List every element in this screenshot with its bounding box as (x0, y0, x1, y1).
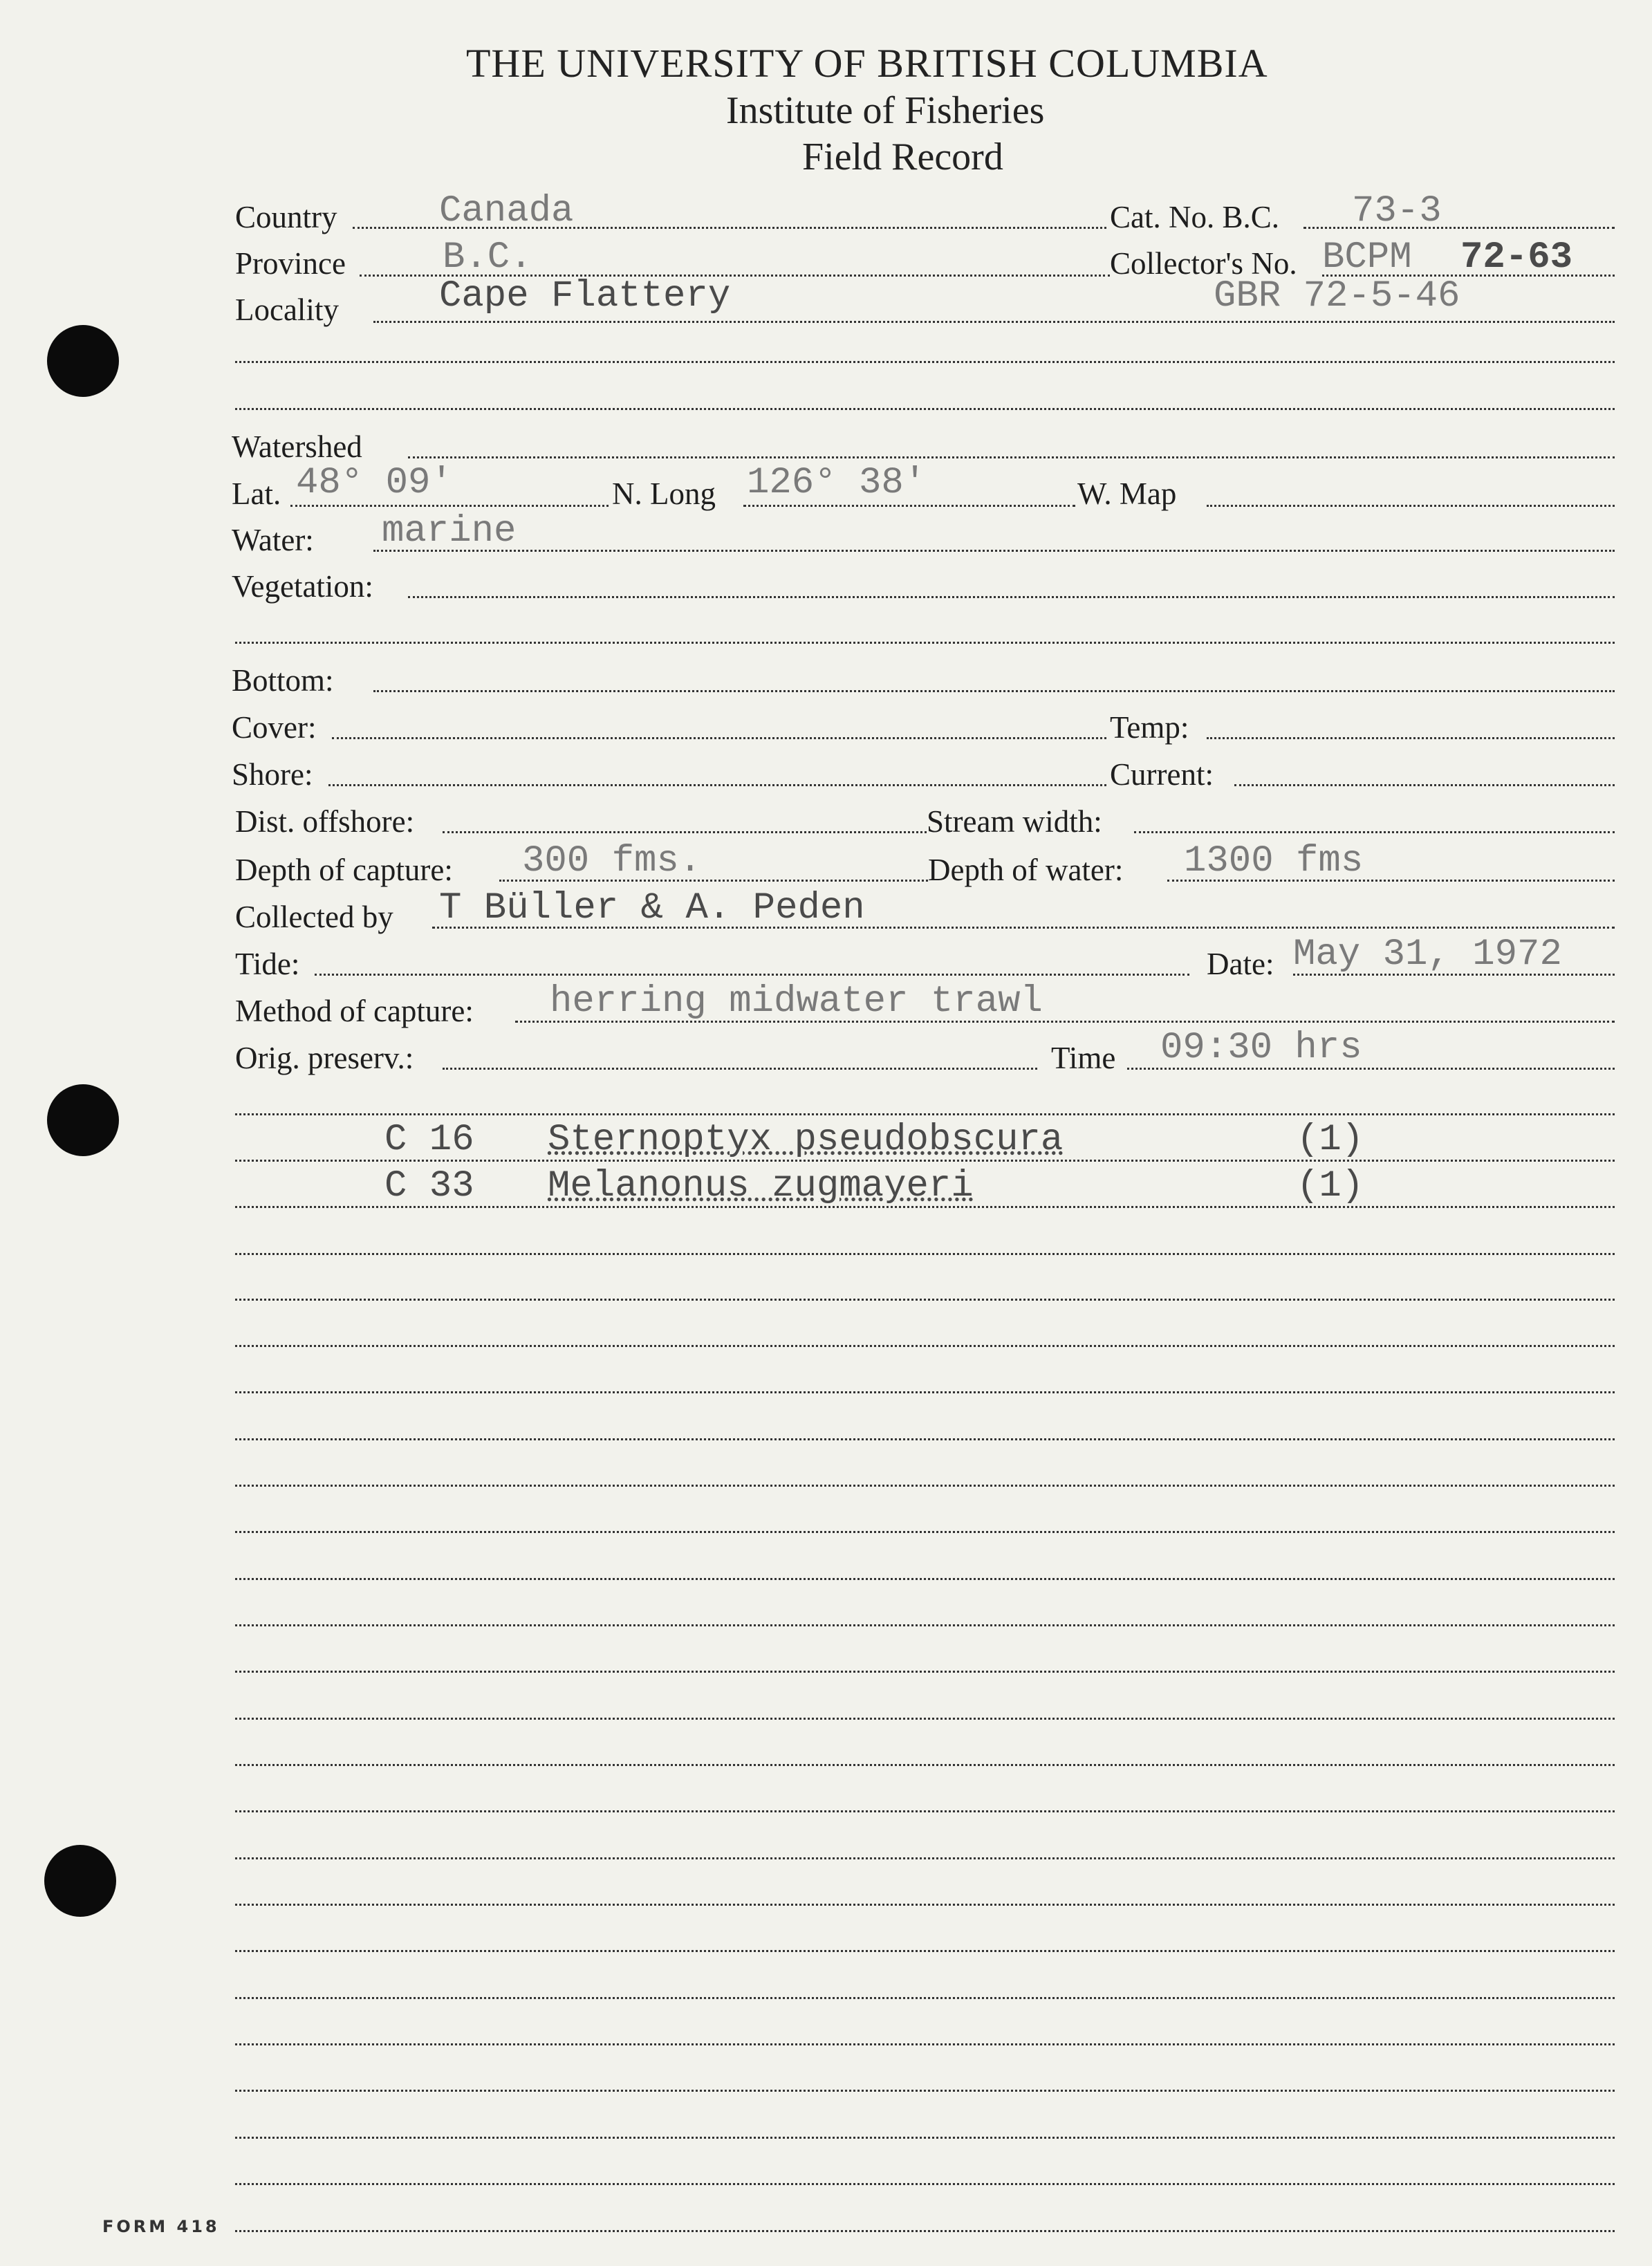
blank-line (235, 1299, 1615, 1301)
temp-label: Temp: (1110, 710, 1189, 745)
specimen-code: C 33 (384, 1165, 474, 1207)
cat-no-value: 73-3 (1352, 190, 1442, 232)
method-label: Method of capture: (235, 994, 474, 1028)
blank-line (235, 1857, 1615, 1859)
collectors-no-value: 72-63 (1460, 236, 1573, 279)
shore-label: Shore: (232, 757, 313, 792)
collectors-no-prefix: BCPM (1322, 236, 1412, 279)
form-title: Field Record (802, 136, 1003, 178)
blank-line (235, 1718, 1615, 1720)
collectors-no-label: Collector's No. (1110, 246, 1297, 281)
blank-line (235, 1764, 1615, 1766)
lat-value: 48° 09' (296, 462, 453, 504)
map-line (1207, 505, 1615, 507)
stream-width-label: Stream width: (927, 804, 1102, 839)
cover-label: Cover: (232, 710, 317, 745)
collected-by-label: Collected by (235, 900, 393, 934)
long-line (743, 505, 1075, 507)
country-value: Canada (439, 190, 574, 232)
blank-line (235, 1904, 1615, 1906)
punch-hole-top (47, 325, 119, 397)
orig-preserv-label: Orig. preserv.: (235, 1041, 414, 1075)
blank-line (235, 2137, 1615, 2139)
blank-line (235, 1345, 1615, 1347)
date-value: May 31, 1972 (1293, 934, 1562, 976)
lat-label: Lat. (232, 476, 281, 511)
specimen-code: C 16 (384, 1119, 474, 1161)
specimen-name: Sternoptyx pseudobscura (548, 1119, 1064, 1161)
locality-line (373, 321, 1615, 323)
water-value: marine (382, 510, 517, 552)
country-label: Country (235, 200, 337, 234)
blank-line (235, 2183, 1615, 2185)
collected-by-value: T Büller & A. Peden (439, 887, 865, 929)
blank-line (235, 642, 1615, 644)
blank-line (235, 1391, 1615, 1393)
time-label: Time (1051, 1041, 1116, 1075)
tide-label: Tide: (235, 947, 300, 981)
blank-line (235, 1950, 1615, 1952)
form-number: FORM 418 (102, 2217, 220, 2236)
stream-width-line (1134, 831, 1615, 833)
depth-capture-label: Depth of capture: (235, 853, 453, 887)
blank-line (235, 361, 1615, 363)
specimen-count: (1) (1297, 1165, 1364, 1207)
specimen-count: (1) (1297, 1119, 1364, 1161)
blank-line (235, 1438, 1615, 1440)
temp-line (1207, 737, 1615, 739)
province-label: Province (235, 246, 346, 281)
blank-line (235, 1113, 1615, 1115)
long-value: 126° 38' (747, 462, 927, 504)
n-long-label: N. Long (612, 476, 716, 511)
blank-line (235, 2043, 1615, 2045)
depth-water-label: Depth of water: (928, 853, 1124, 887)
cover-line (332, 737, 1106, 739)
lat-line (290, 505, 609, 507)
institute-title: Institute of Fisheries (726, 89, 1045, 132)
w-map-label: W. Map (1077, 476, 1177, 511)
watershed-line (408, 456, 1615, 458)
time-value: 09:30 hrs (1160, 1027, 1362, 1069)
orig-preserv-line (443, 1068, 1037, 1070)
current-line (1234, 784, 1615, 786)
watershed-label: Watershed (232, 429, 362, 464)
blank-line (235, 2090, 1615, 2092)
blank-line (235, 1531, 1615, 1533)
blank-line (235, 1253, 1615, 1255)
blank-line (235, 408, 1615, 410)
locality-value: Cape Flattery (439, 275, 731, 317)
water-line (373, 550, 1615, 552)
tide-line (315, 974, 1189, 976)
punch-hole-bottom (44, 1845, 116, 1917)
blank-line (235, 2230, 1615, 2232)
dist-offshore-line (443, 831, 927, 833)
depth-capture-value: 300 fms. (522, 840, 702, 882)
method-value: herring midwater trawl (550, 981, 1043, 1023)
cat-no-line (1303, 227, 1615, 229)
specimen-name: Melanonus zugmayeri (548, 1165, 974, 1207)
blank-line (235, 1485, 1615, 1487)
blank-line (235, 1671, 1615, 1673)
vegetation-line (408, 596, 1615, 598)
depth-water-value: 1300 fms (1184, 840, 1364, 882)
blank-line (235, 1624, 1615, 1626)
blank-line (235, 1997, 1615, 1999)
dist-offshore-label: Dist. offshore: (235, 804, 415, 839)
university-title: THE UNIVERSITY OF BRITISH COLUMBIA (466, 41, 1268, 86)
shore-line (328, 784, 1106, 786)
cat-no-label: Cat. No. B.C. (1110, 200, 1280, 234)
water-label: Water: (232, 523, 314, 557)
bottom-line (373, 690, 1615, 692)
bottom-label: Bottom: (232, 663, 334, 698)
vegetation-label: Vegetation: (232, 569, 373, 604)
locality-label: Locality (235, 292, 339, 327)
current-label: Current: (1110, 757, 1214, 792)
locality-ref-value: GBR 72-5-46 (1214, 275, 1460, 317)
blank-line (235, 1810, 1615, 1812)
date-label: Date: (1207, 947, 1274, 981)
blank-line (235, 1578, 1615, 1580)
punch-hole-middle (47, 1084, 119, 1156)
province-value: B.C. (443, 236, 532, 279)
